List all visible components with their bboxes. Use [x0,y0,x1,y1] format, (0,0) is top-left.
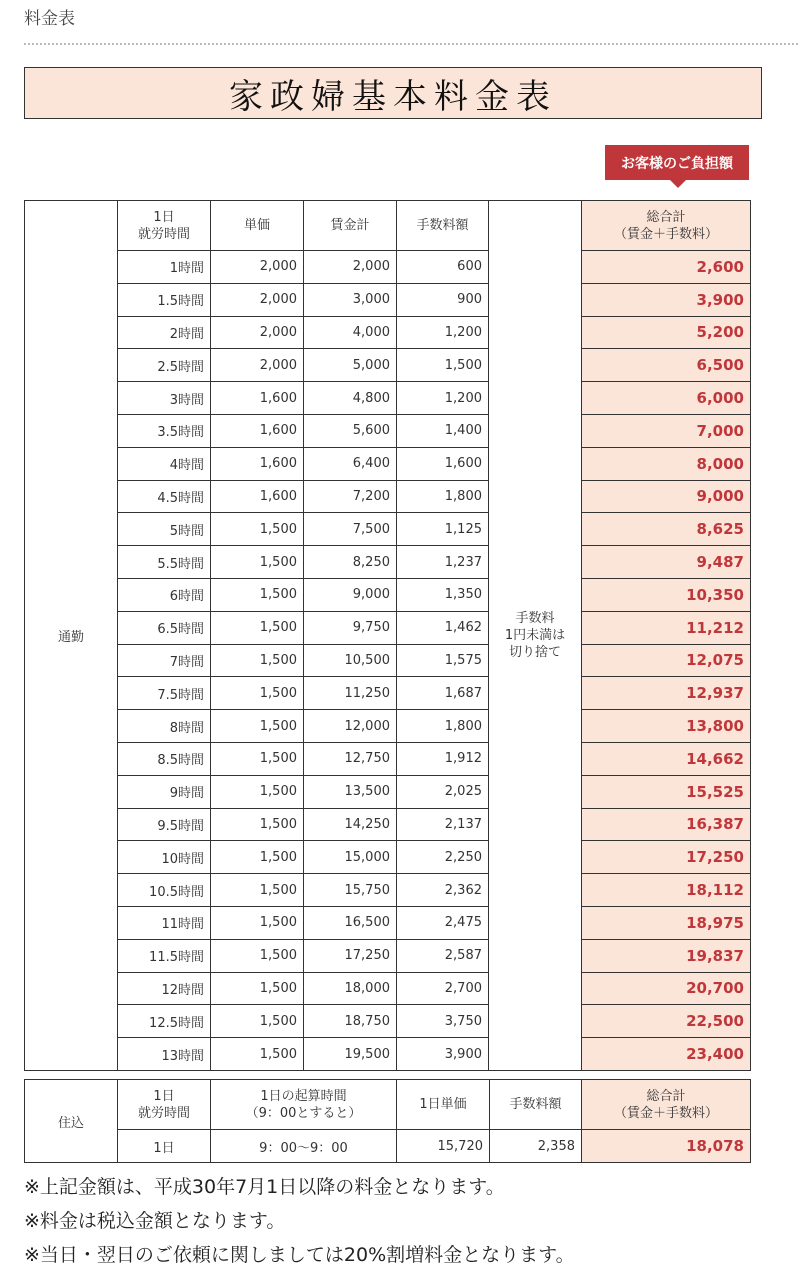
row-wage-total: 11,250 [304,677,397,710]
live-in-header-fee: 手数料額 [490,1080,582,1130]
row-total: 9,487 [582,546,751,579]
row-unit-price: 1,600 [211,447,304,480]
row-fee: 1,600 [397,447,489,480]
table-row [25,251,751,284]
row-total: 6,000 [582,382,751,415]
table-row [25,742,751,775]
live-in-header-total [582,1080,751,1130]
live-in-group-label: 住込 [25,1080,118,1163]
row-fee: 2,362 [397,874,489,907]
row-hours: 1時間 [118,251,211,284]
note-item: ※当日・翌日のご依頼に関しましては20%割増料金となります。 [24,1244,575,1266]
row-fee: 900 [397,283,489,316]
table-row [25,349,751,382]
table-row [25,382,751,415]
live-in-row [25,1130,751,1163]
commute-group-label: 通勤 [25,201,118,1071]
row-total: 18,112 [582,874,751,907]
table-row [25,841,751,874]
live-in-header-row [25,1080,751,1130]
table-row [25,578,751,611]
row-unit-price: 1,500 [211,874,304,907]
row-wage-total: 19,500 [304,1038,397,1071]
row-wage-total: 10,500 [304,644,397,677]
row-total: 11,212 [582,611,751,644]
row-unit-price: 1,600 [211,480,304,513]
row-total: 13,800 [582,710,751,743]
row-wage-total: 7,200 [304,480,397,513]
row-fee: 2,137 [397,808,489,841]
row-hours: 8.5時間 [118,742,211,775]
row-fee: 1,237 [397,546,489,579]
row-hours: 5時間 [118,513,211,546]
row-unit-price: 2,000 [211,316,304,349]
live-in-header-start-line2: （9：00とすると） [245,1105,362,1121]
table-row [25,1038,751,1071]
table-row [25,1005,751,1038]
table-row [25,939,751,972]
row-unit-price: 2,000 [211,251,304,284]
row-total: 23,400 [582,1038,751,1071]
row-wage-total: 15,000 [304,841,397,874]
row-total: 6,500 [582,349,751,382]
table-row [25,808,751,841]
row-unit-price: 1,500 [211,939,304,972]
table-row [25,677,751,710]
row-wage-total: 7,500 [304,513,397,546]
row-unit-price: 1,500 [211,513,304,546]
table-row [25,906,751,939]
table-row [25,546,751,579]
row-wage-total: 4,800 [304,382,397,415]
live-in-header-hours-line1: 1日 [153,1088,175,1104]
row-fee: 2,475 [397,906,489,939]
fee-note-line2: 1円未満は [504,627,566,643]
row-unit-price: 1,500 [211,972,304,1005]
banner-title: 家政婦基本料金表 [24,67,762,119]
header-hours-line2: 就労時間 [137,226,190,242]
table-row [25,283,751,316]
fee-rounding-note [489,201,582,1071]
row-unit-price: 1,500 [211,742,304,775]
table-row [25,447,751,480]
row-hours: 6時間 [118,578,211,611]
header-total [582,201,751,251]
table-row [25,316,751,349]
table-row [25,480,751,513]
table-row [25,644,751,677]
row-fee: 1,462 [397,611,489,644]
live-in-header-start [211,1080,397,1130]
row-hours: 6.5時間 [118,611,211,644]
row-hours: 4時間 [118,447,211,480]
row-fee: 1,687 [397,677,489,710]
row-hours: 4.5時間 [118,480,211,513]
fee-note-line3: 切り捨て [508,644,561,660]
row-hours: 2時間 [118,316,211,349]
row-unit-price: 1,500 [211,677,304,710]
header-unit-price: 単価 [211,201,304,251]
row-wage-total: 5,000 [304,349,397,382]
row-fee: 1,575 [397,644,489,677]
row-total: 9,000 [582,480,751,513]
row-hours: 7.5時間 [118,677,211,710]
customer-burden-badge: お客様のご負担額 [605,145,749,180]
row-total: 3,900 [582,283,751,316]
section-title: 料金表 [24,9,75,29]
row-total: 16,387 [582,808,751,841]
row-wage-total: 8,250 [304,546,397,579]
row-wage-total: 9,000 [304,578,397,611]
table-row [25,414,751,447]
row-hours: 13時間 [118,1038,211,1071]
row-hours: 11.5時間 [118,939,211,972]
table-row [25,611,751,644]
row-total: 8,000 [582,447,751,480]
header-hours-line1: 1日 [153,209,175,225]
row-unit-price: 1,500 [211,644,304,677]
row-unit-price: 2,000 [211,349,304,382]
row-hours: 3時間 [118,382,211,415]
row-hours: 12.5時間 [118,1005,211,1038]
row-wage-total: 9,750 [304,611,397,644]
row-fee: 3,750 [397,1005,489,1038]
table-row [25,710,751,743]
row-total: 10,350 [582,578,751,611]
dotted-divider [24,43,798,45]
row-fee: 1,800 [397,710,489,743]
row-wage-total: 2,000 [304,251,397,284]
row-unit-price: 1,500 [211,1005,304,1038]
row-total: 22,500 [582,1005,751,1038]
row-total: 12,937 [582,677,751,710]
row-unit-price: 1,600 [211,382,304,415]
row-wage-total: 18,000 [304,972,397,1005]
live-in-header-hours [118,1080,211,1130]
row-unit-price: 1,500 [211,710,304,743]
live-in-total: 18,078 [582,1130,751,1163]
row-unit-price: 1,600 [211,414,304,447]
table-row [25,874,751,907]
row-hours: 3.5時間 [118,414,211,447]
row-wage-total: 12,750 [304,742,397,775]
row-total: 5,200 [582,316,751,349]
row-unit-price: 2,000 [211,283,304,316]
row-fee: 1,200 [397,382,489,415]
commute-header-row [25,201,751,251]
row-fee: 1,125 [397,513,489,546]
row-total: 15,525 [582,775,751,808]
row-fee: 1,500 [397,349,489,382]
badge-arrow-icon [670,180,686,188]
table-row [25,972,751,1005]
fee-note-line1: 手数料 [515,610,555,626]
header-fee: 手数料額 [397,201,489,251]
row-total: 17,250 [582,841,751,874]
row-fee: 2,250 [397,841,489,874]
row-hours: 12時間 [118,972,211,1005]
header-total-line1: 総合計 [646,209,686,225]
row-wage-total: 15,750 [304,874,397,907]
row-wage-total: 18,750 [304,1005,397,1038]
row-unit-price: 1,500 [211,841,304,874]
row-wage-total: 4,000 [304,316,397,349]
live-in-start: 9：00〜9：00 [211,1130,397,1163]
live-in-fee: 2,358 [490,1130,582,1163]
header-total-line2: （賃金＋手数料） [613,226,718,242]
row-fee: 1,350 [397,578,489,611]
live-in-header-total-line1: 総合計 [646,1088,686,1104]
row-fee: 600 [397,251,489,284]
row-hours: 9.5時間 [118,808,211,841]
row-total: 12,075 [582,644,751,677]
row-total: 19,837 [582,939,751,972]
row-fee: 2,025 [397,775,489,808]
row-hours: 11時間 [118,906,211,939]
live-in-header-total-line2: （賃金＋手数料） [613,1105,718,1121]
notes [24,1170,794,1272]
note-item: ※上記金額は、平成30年7月1日以降の料金となります。 [24,1176,505,1198]
commute-fee-table [24,200,751,1071]
row-hours: 7時間 [118,644,211,677]
row-hours: 9時間 [118,775,211,808]
live-in-unit: 15,720 [397,1130,490,1163]
row-wage-total: 5,600 [304,414,397,447]
row-hours: 8時間 [118,710,211,743]
row-fee: 2,587 [397,939,489,972]
note-item: ※料金は税込金額となります。 [24,1210,286,1232]
table-row [25,775,751,808]
row-wage-total: 13,500 [304,775,397,808]
live-in-header-start-line1: 1日の起算時間 [260,1088,347,1104]
table-row [25,513,751,546]
row-total: 8,625 [582,513,751,546]
row-unit-price: 1,500 [211,775,304,808]
row-unit-price: 1,500 [211,546,304,579]
row-fee: 3,900 [397,1038,489,1071]
row-unit-price: 1,500 [211,1038,304,1071]
row-wage-total: 16,500 [304,906,397,939]
row-fee: 2,700 [397,972,489,1005]
row-hours: 1.5時間 [118,283,211,316]
row-wage-total: 3,000 [304,283,397,316]
row-fee: 1,200 [397,316,489,349]
row-wage-total: 6,400 [304,447,397,480]
row-wage-total: 17,250 [304,939,397,972]
row-wage-total: 12,000 [304,710,397,743]
row-hours: 2.5時間 [118,349,211,382]
header-hours [118,201,211,251]
row-wage-total: 14,250 [304,808,397,841]
live-in-header-daily-unit: 1日単価 [397,1080,490,1130]
row-unit-price: 1,500 [211,611,304,644]
row-unit-price: 1,500 [211,906,304,939]
live-in-header-hours-line2: 就労時間 [137,1105,190,1121]
row-unit-price: 1,500 [211,578,304,611]
row-hours: 5.5時間 [118,546,211,579]
row-total: 7,000 [582,414,751,447]
row-hours: 10.5時間 [118,874,211,907]
row-fee: 1,912 [397,742,489,775]
live-in-hours: 1日 [118,1130,211,1163]
header-wage-total: 賃金計 [304,201,397,251]
row-total: 18,975 [582,906,751,939]
row-total: 2,600 [582,251,751,284]
row-fee: 1,800 [397,480,489,513]
row-total: 20,700 [582,972,751,1005]
row-unit-price: 1,500 [211,808,304,841]
row-total: 14,662 [582,742,751,775]
row-hours: 10時間 [118,841,211,874]
row-fee: 1,400 [397,414,489,447]
live-in-fee-table [24,1079,751,1163]
